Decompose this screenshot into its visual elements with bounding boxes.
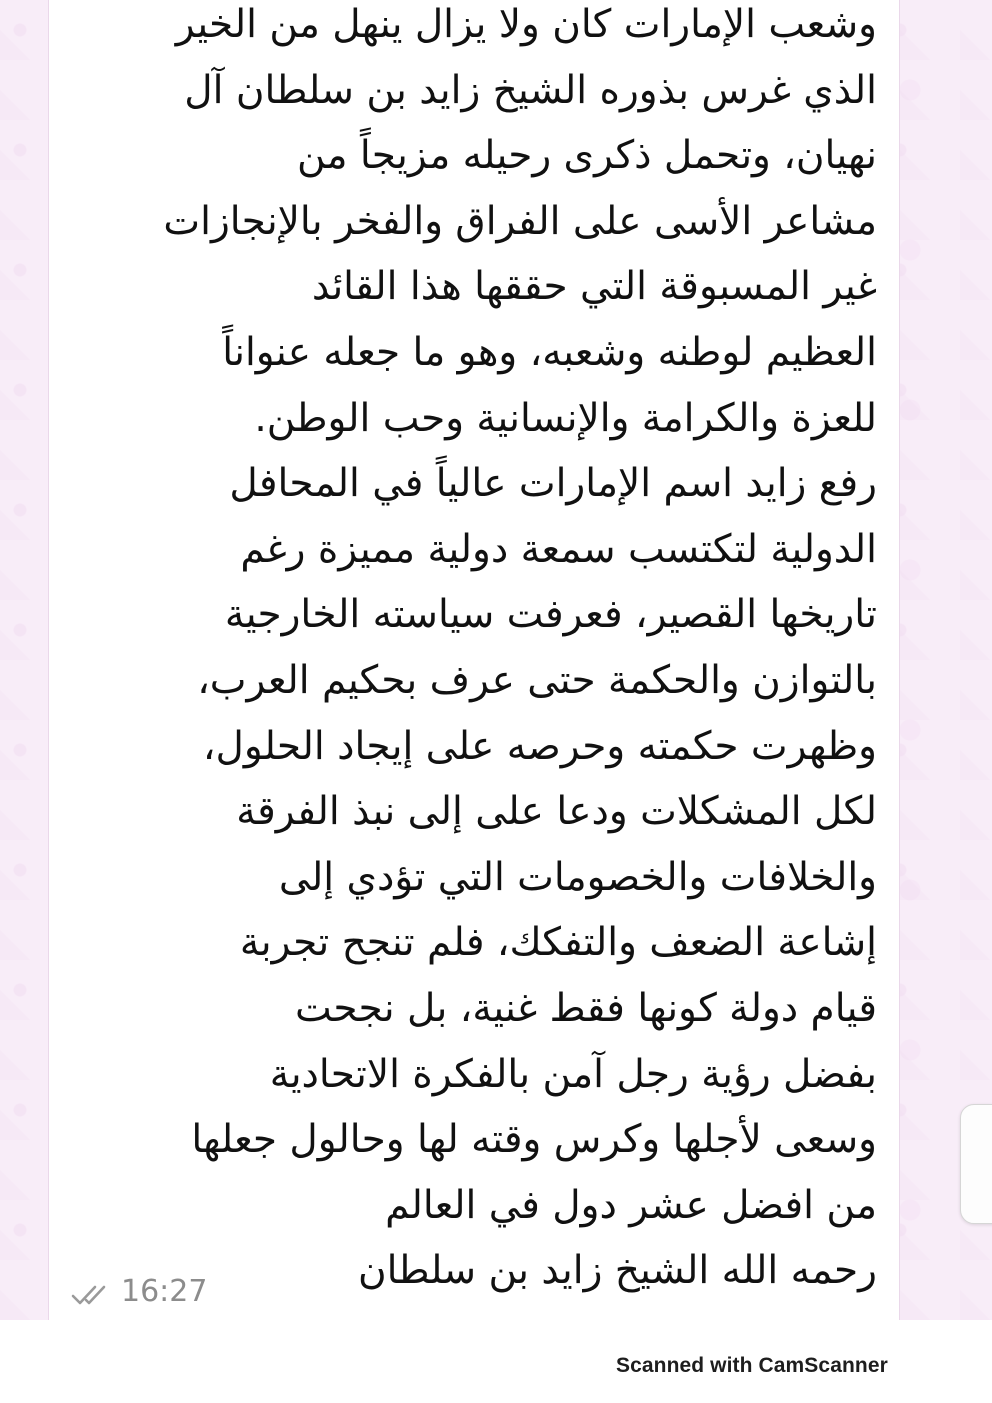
double-check-icon <box>71 1280 113 1304</box>
message-line: بالتوازن والحكمة حتى عرف بحكيم العرب، <box>197 657 877 703</box>
message-text <box>67 0 877 1304</box>
message-meta <box>71 1274 207 1309</box>
message-line: رفع زايد اسم الإمارات عالياً في المحافل <box>229 461 877 507</box>
message-line: الدولية لتكتسب سمعة دولية مميزة رغم <box>240 526 877 572</box>
message-line: العظيم لوطنه وشعبه، وهو ما جعله عنواناً <box>222 329 877 375</box>
message-line: للعزة والكرامة والإنسانية وحب الوطن. <box>254 395 877 441</box>
message-line: قيام دولة كونها فقط غنية، بل نجحت <box>295 985 877 1031</box>
message-line: لكل المشكلات ودعا على إلى نبذ الفرقة <box>236 789 877 835</box>
scan-watermark: Scanned with CamScanner <box>616 1354 888 1377</box>
message-line: نهيان، وتحمل ذكرى رحيله مزيجاً من <box>296 133 877 179</box>
wallpaper-left-margin <box>0 0 48 1320</box>
message-line: بفضل رؤية رجل آمن بالفكرة الاتحادية <box>269 1051 877 1097</box>
message-line: رحمه الله الشيخ زايد بن سلطان <box>357 1248 877 1294</box>
message-line: والخلافات والخصومات التي تؤدي إلى <box>278 854 877 900</box>
message-line: تاريخها القصير، فعرفت سياسته الخارجية <box>224 592 877 638</box>
message-line: الذي غرس بذوره الشيخ زايد بن سلطان آل <box>184 67 877 113</box>
message-line: وسعى لأجلها وكرس وقته لها وحالول جعلها <box>191 1117 877 1163</box>
message-bubble[interactable] <box>48 0 900 1320</box>
message-line: وشعب الإمارات كان ولا يزال ينهل من الخير <box>175 2 877 47</box>
scroll-handle[interactable] <box>960 1104 992 1224</box>
message-line: وظهرت حكمته وحرصه على إيجاد الحلول، <box>202 723 877 769</box>
message-line: غير المسبوقة التي حققها هذا القائد <box>311 264 877 310</box>
message-line: إشاعة الضعف والتفكك، فلم تنجح تجربة <box>239 920 877 966</box>
message-time: 16:27 <box>121 1274 208 1309</box>
message-line: من افضل عشر دول في العالم <box>385 1182 877 1228</box>
message-line: مشاعر الأسى على الفراق والفخر بالإنجازات <box>163 198 877 244</box>
